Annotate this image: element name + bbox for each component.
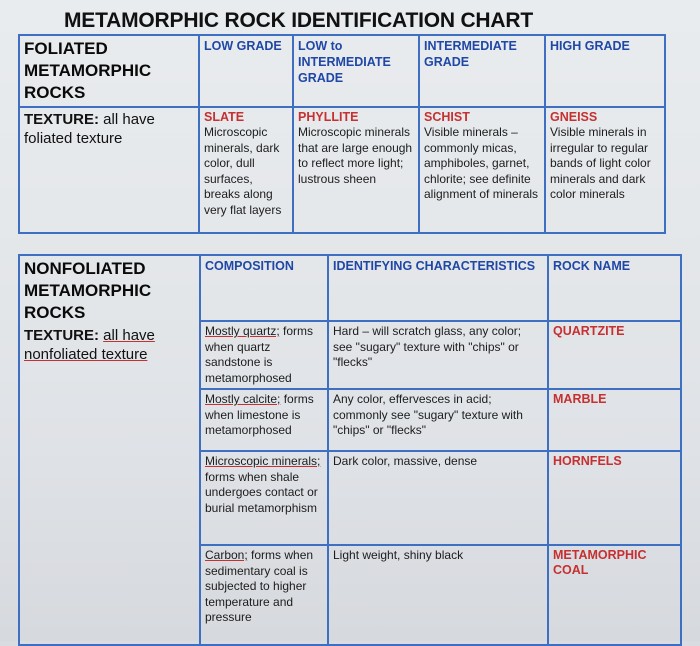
foliated-heading-cell <box>19 35 199 107</box>
rock-desc-gneiss: Visible minerals in irregular to regular bands of light color minerals and dark color minerals <box>550 125 651 201</box>
rock-name-quartzite: QUARTZITE <box>553 324 625 338</box>
col-composition: COMPOSITION <box>200 255 328 321</box>
identifying-cell: Light weight, shiny black <box>328 545 548 645</box>
rock-name-marble: MARBLE <box>553 392 607 406</box>
rock-name-gneiss: GNEISS <box>550 110 598 124</box>
composition-cell: Mostly quartz; forms when quartz sandstone is metamorphosed <box>200 321 328 389</box>
col-rock-name: ROCK NAME <box>548 255 681 321</box>
foliated-heading: FOLIATED METAMORPHIC ROCKS <box>24 39 152 102</box>
nonfoliated-heading: NONFOLIATED METAMORPHIC ROCKS <box>24 259 152 322</box>
composition-cell: Carbon; forms when sedimentary coal is subjected to higher temperature and pressure <box>200 545 328 645</box>
col-low-grade: LOW GRADE <box>199 35 293 107</box>
nonfoliated-texture: TEXTURE: all have nonfoliated texture <box>24 327 155 363</box>
rock-desc-phyllite: Microscopic minerals that are large enough to reflect more light; lustrous sheen <box>298 125 413 186</box>
foliated-table <box>18 34 666 234</box>
rock-name-metamorphic-coal: METAMORPHIC COAL <box>553 548 647 577</box>
rock-name-schist: SCHIST <box>424 110 470 124</box>
col-high-grade: HIGH GRADE <box>545 35 665 107</box>
col-intermediate-grade: INTERMEDIATE GRADE <box>419 35 545 107</box>
rock-name-cell <box>548 545 681 645</box>
rock-name-hornfels: HORNFELS <box>553 454 622 468</box>
col-low-to-intermediate-grade: LOW to INTERMEDIATE GRADE <box>293 35 419 107</box>
rock-name-cell <box>548 321 681 389</box>
composition-cell: Mostly calcite; forms when limestone is metamorphosed <box>200 389 328 451</box>
rock-desc-schist: Visible minerals – commonly micas, amphiboles, garnet, chlorite; see definite alignment of minerals <box>424 125 539 201</box>
rock-gneiss <box>545 107 665 233</box>
rock-name-slate: SLATE <box>204 110 245 124</box>
rock-name-phyllite: PHYLLITE <box>298 110 359 124</box>
rock-name-cell <box>548 451 681 545</box>
col-identifying-characteristics: IDENTIFYING CHARACTERISTICS <box>328 255 548 321</box>
foliated-texture-cell <box>19 107 199 233</box>
rock-phyllite <box>293 107 419 233</box>
identifying-cell: Dark color, massive, dense <box>328 451 548 545</box>
identifying-cell: Any color, effervesces in acid; commonly see "sugary" texture with "chips" or "flecks" <box>328 389 548 451</box>
rock-name-cell <box>548 389 681 451</box>
rock-desc-slate: Microscopic minerals, dark color, dull surfaces, breaks along very flat layers <box>204 125 282 217</box>
nonfoliated-table <box>18 254 682 646</box>
rock-slate <box>199 107 293 233</box>
nonfoliated-heading-cell <box>19 255 200 645</box>
rock-schist <box>419 107 545 233</box>
composition-cell: Microscopic minerals; forms when shale undergoes contact or burial metamorphism <box>200 451 328 545</box>
page-title: METAMORPHIC ROCK IDENTIFICATION CHART <box>64 9 533 32</box>
identifying-cell: Hard – will scratch glass, any color; see "sugary" texture with "chips" or "flecks" <box>328 321 548 389</box>
foliated-texture: TEXTURE: all have foliated texture <box>24 111 155 147</box>
